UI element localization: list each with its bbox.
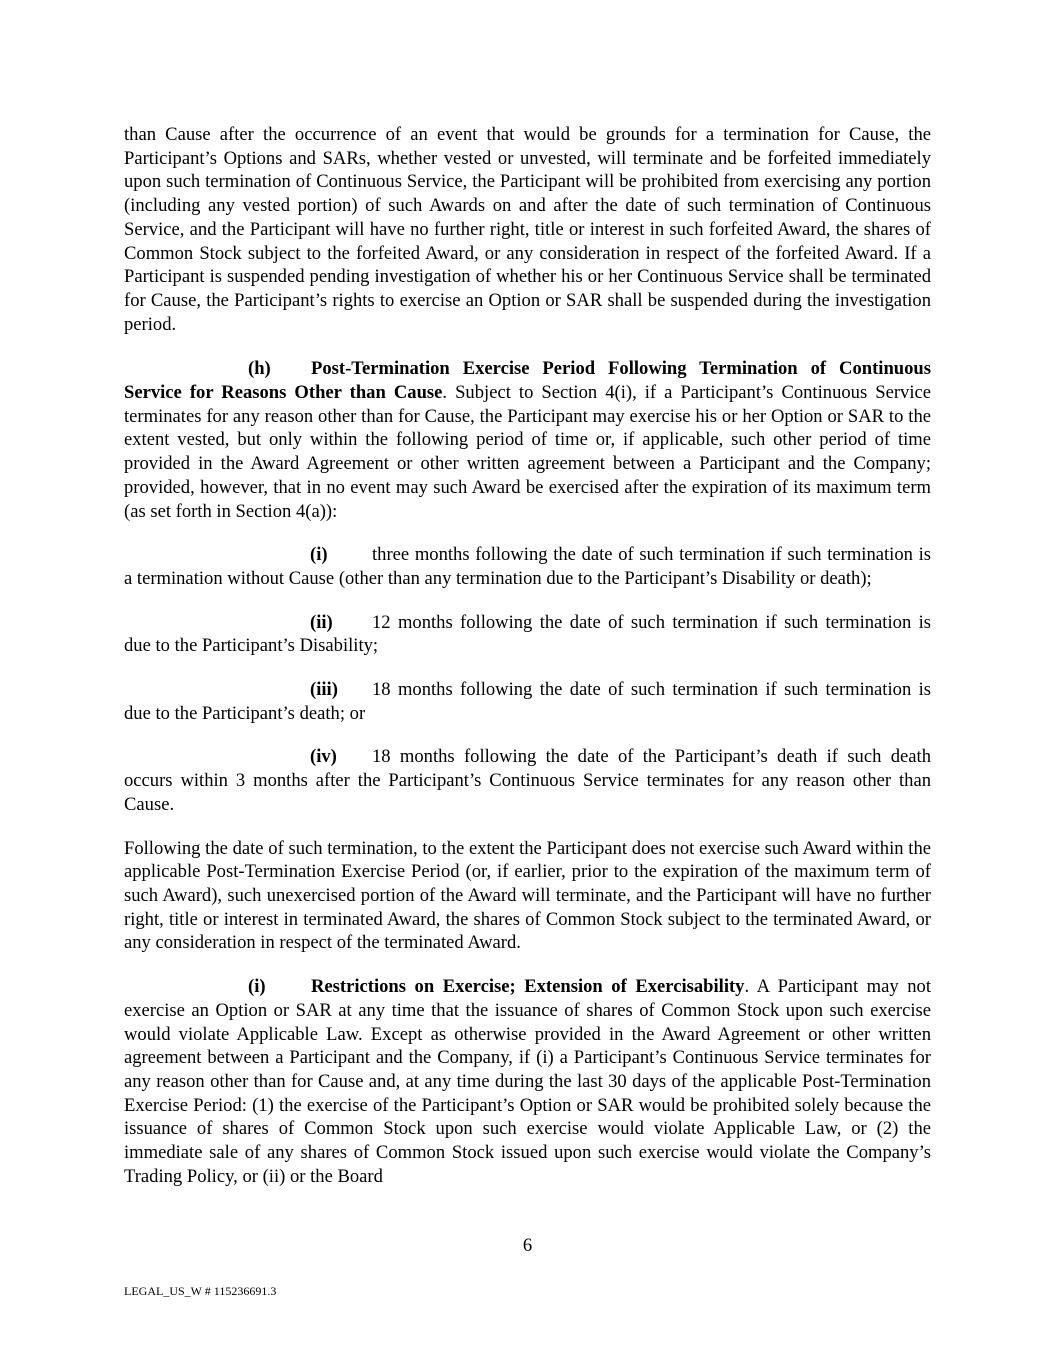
paragraph-h-iii: [124, 678, 931, 725]
paragraph-h-i: [124, 543, 931, 590]
subsection-number-i: (i): [310, 544, 328, 566]
section-number-h: (h): [248, 358, 271, 380]
section-heading-h: Post-Termination Exercise Period Following Termination of Continuous Service for Reasons Other than Cause: [124, 358, 931, 404]
paragraph-i: [124, 975, 931, 1188]
subsection-body-iii: 18 months following the date of such termination if such termination is due to the Participant’s death; or: [124, 679, 931, 724]
paragraph-h-iv: [124, 745, 931, 816]
subsection-number-iv: (iv): [310, 746, 337, 768]
subsection-number-ii: (ii): [310, 611, 333, 633]
document-page: [124, 123, 931, 1208]
section-body-i: . A Participant may not exercise an Option or SAR at any time that the issuance of shares of Common Stock upon such exercise would violate Applicable Law. Except as otherwise provided in the Award Agreement or other written agreement between a Participant and the Company, if (i) a Participant’s Continuous Service terminates for any reason other than for Cause and, at any time during the last 30 days of the applicable Post-Termination Exercise Period: (1) the exercise of the Participant’s Option or SAR would be prohibited solely because the issuance of shares of Common Stock upon such exercise would violate Applicable Law, or (2) the immediate sale of any shares of Common Stock issued upon such exercise would violate the Company’s Trading Policy, or (ii) or the Board: [124, 976, 931, 1187]
paragraph-g-continued: than Cause after the occurrence of an event that would be grounds for a termination for Cause, the Participant’s Options and SARs, whether vested or unvested, will terminate and be forfeited immediately upon such termination of Continuous Service, the Participant will be prohibited from exercising any portion (including any vested portion) of such Awards on and after the date of such termination of Continuous Service, and the Participant will have no further right, title or interest in such forfeited Award, the shares of Common Stock subject to the forfeited Award, or any consideration in respect of the forfeited Award. If a Participant is suspended pending investigation of whether his or her Continuous Service shall be terminated for Cause, the Participant’s rights to exercise an Option or SAR shall be suspended during the investigation period.: [124, 124, 931, 335]
section-heading-i: Restrictions on Exercise; Extension of Exercisability: [311, 976, 745, 998]
section-body-h: . Subject to Section 4(i), if a Participant’s Continuous Service terminates for any reason other than for Cause, the Participant may exercise his or her Option or SAR to the extent vested, but only within the following period of time or, if applicable, such other period of time provided in the Award Agreement or other written agreement between a Participant and the Company; provided, however, that in no event may such Award be exercised after the expiration of its maximum term (as set forth in Section 4(a)):: [124, 382, 931, 522]
paragraph-following: Following the date of such termination, to the extent the Participant does not exercise such Award within the applicable Post-Termination Exercise Period (or, if earlier, prior to the expiration of the maximum term of such Award), such unexercised portion of the Award will terminate, and the Participant will have no further right, title or interest in terminated Award, the shares of Common Stock subject to the terminated Award, or any consideration in respect of the terminated Award.: [124, 837, 931, 954]
paragraph-h-ii: [124, 611, 931, 658]
paragraph-h: [124, 357, 931, 523]
subsection-body-iv: 18 months following the date of the Participant’s death if such death occurs within 3 months after the Participant’s Continuous Service terminates for any reason other than Cause.: [124, 746, 931, 815]
subsection-body-i: three months following the date of such termination if such termination is a termination without Cause (other than any termination due to the Participant’s Disability or death);: [124, 544, 931, 589]
section-number-i: (i): [248, 976, 266, 998]
document-id: LEGAL_US_W # 115236691.3: [124, 1284, 277, 1298]
subsection-body-ii: 12 months following the date of such termination if such termination is due to the Participant’s Disability;: [124, 611, 931, 657]
subsection-number-iii: (iii): [310, 679, 338, 701]
page-number: 6: [522, 1235, 533, 1256]
